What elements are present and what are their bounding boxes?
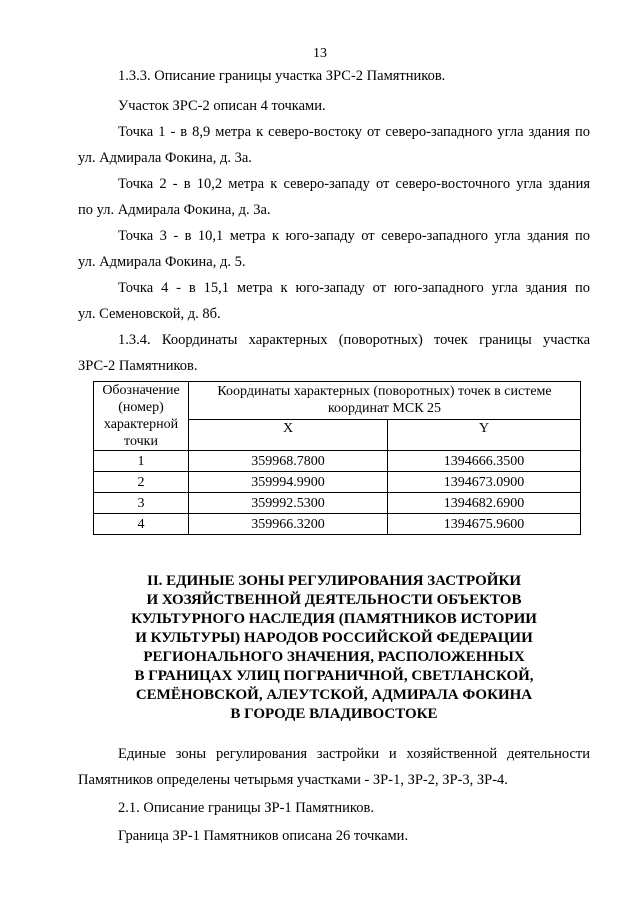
zones-paragraph-line2: Памятников определены четырьмя участками - ЗР-1, ЗР-2, ЗР-3, ЗР-4. [78,772,508,788]
cell-y: 1394682.6900 [388,493,581,514]
point-1-line2: ул. Адмирала Фокина, д. 3а. [78,150,252,166]
section-1-3-4-line2: ЗРС-2 Памятников. [78,358,198,374]
table-row [94,451,581,472]
point-2-line1: Точка 2 - в 10,2 метра к северо-западу от северо-восточного угла здания [118,176,590,192]
cell-y: 1394666.3500 [388,451,581,472]
table-row [94,514,581,535]
point-4-line2: ул. Семеновской, д. 8б. [78,306,221,322]
cell-x: 359994.9900 [189,472,388,493]
section-2-1-intro: Граница ЗР-1 Памятников описана 26 точками. [118,828,409,844]
table-row [94,493,581,514]
section-2-1-title: 2.1. Описание границы ЗР-1 Памятников. [118,800,374,816]
header-coordinates: Координаты характерных (поворотных) точек в системе координат МСК 25 [189,382,581,420]
section-1-3-3-intro: Участок ЗРС-2 описан 4 точками. [118,98,326,114]
zones-paragraph-line1: Единые зоны регулирования застройки и хозяйственной деятельности [118,746,590,762]
header-designation: Обозначение (номер) характерной точки [94,382,189,451]
coordinates-table [93,381,581,535]
section-ii-heading: II. ЕДИНЫЕ ЗОНЫ РЕГУЛИРОВАНИЯ ЗАСТРОЙКИ И ХОЗЯЙСТВЕННОЙ ДЕЯТЕЛЬНОСТИ ОБЪЕКТОВ КУЛЬТУРНОГО НАСЛЕДИЯ (ПАМЯТНИКОВ ИСТОРИИ И КУЛЬТУРЫ) НАРОДОВ РОССИЙСКОЙ ФЕДЕРАЦИИ РЕГИОНАЛЬНОГО ЗНАЧЕНИЯ, РАСПОЛОЖЕННЫХ В ГРАНИЦАХ УЛИЦ ПОГРАНИЧНОЙ, СВЕТЛАНСКОЙ, СЕМЁНОВСКОЙ, АЛЕУТСКОЙ, АДМИРАЛА ФОКИНА В ГОРОДЕ ВЛАДИВОСТОКЕ [131,573,537,722]
section-1-3-3-title: 1.3.3. Описание границы участка ЗРС-2 Памятников. [118,68,446,84]
header-x: X [189,419,388,450]
cell-point-number: 2 [94,472,189,493]
header-y: Y [388,419,581,450]
cell-y: 1394673.0900 [388,472,581,493]
point-2-line2: по ул. Адмирала Фокина, д. 3а. [78,202,271,218]
cell-point-number: 4 [94,514,189,535]
cell-x: 359966.3200 [189,514,388,535]
cell-point-number: 3 [94,493,189,514]
section-1-3-4-line1: 1.3.4. Координаты характерных (поворотных) точек границы участка [118,332,590,348]
cell-y: 1394675.9600 [388,514,581,535]
point-4-line1: Точка 4 - в 15,1 метра к юго-западу от юго-западного угла здания по [118,280,590,296]
cell-x: 359992.5300 [189,493,388,514]
cell-x: 359968.7800 [189,451,388,472]
cell-point-number: 1 [94,451,189,472]
table-row [94,472,581,493]
point-3-line1: Точка 3 - в 10,1 метра к юго-западу от северо-западного угла здания по [118,228,590,244]
page-number: 13 [313,46,327,61]
point-3-line2: ул. Адмирала Фокина, д. 5. [78,254,246,270]
point-1-line1: Точка 1 - в 8,9 метра к северо-востоку от северо-западного угла здания по [118,124,590,140]
